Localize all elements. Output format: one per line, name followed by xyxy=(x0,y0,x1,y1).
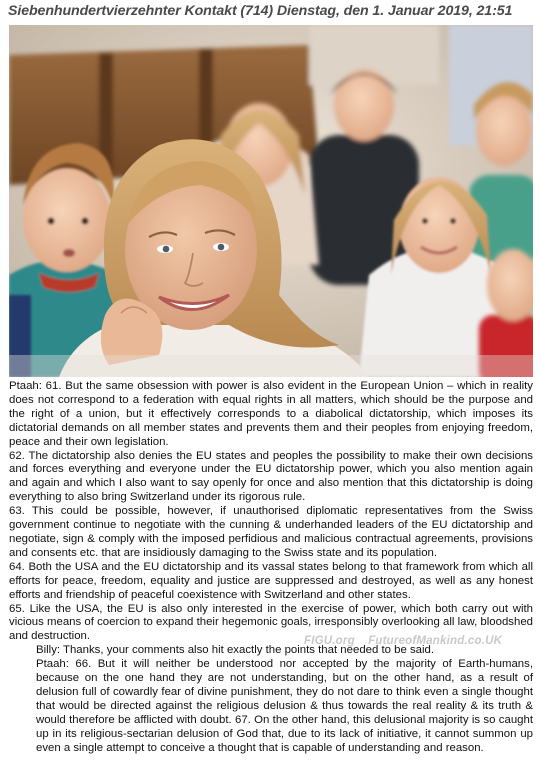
watermark xyxy=(304,635,502,647)
paragraph-billy: Billy: Thanks, your comments also hit exactly the points that needed to be said. xyxy=(36,644,435,657)
watermark-figu: FIGU.org xyxy=(304,635,355,647)
paragraph-62: 62. The dictatorship also denies the EU states and peoples the possibility to make their own decisions and forces everything and everyone under the EU dictatorship power, which you also mention again and again and which I also want to say openly for once and also mention that this dictatorship is doing everything to also bring Switzerland under its rigorous rule. xyxy=(9,449,533,504)
paragraph-61: Ptaah: 61. But the same obsession with power is also evident in the European Union – which in reality does not correspond to a federation with equal rights in all matters, which should be the purpose and the right of a union, but it effectively corresponds to a diabolical dictatorship, which imposes its dictatorial demands on all member states and prevents them and their peoples from enjoying freedom, peace and their own legislation. xyxy=(9,380,533,448)
paragraph-65: 65. Like the USA, the EU is also only interested in the exercise of power, which both carry out with vicious means of coercion to expand their hegemonic goals, irresponsibly overlooking all law, bloodshed and destruction. xyxy=(9,602,533,643)
paragraph-63: 63. This could be possible, however, if unauthorised diplomatic representatives from the Swiss government continue to negotiate with the cunning & underhanded leaders of the EU dictatorship and negotiate, sign & comply with the imposed perfidious and malicious contractual agreements, provisions and consents etc. that are insidiously damaging to the Swiss state and its population. xyxy=(9,505,533,559)
paragraph-64: 64. Both the USA and the EU dictatorship and its vassal states belong to that framework from which all efforts for peace, freedom, equality and justice are suppressed and destroyed, as well as any honest efforts and friendship of peaceful coexistence with Switzerland and other states. xyxy=(9,560,533,601)
watermark-fom: FutureofMankind.co.UK xyxy=(368,635,503,647)
paragraph-66-67: Ptaah: 66. But it will neither be understood nor accepted by the majority of Earth-humans, because on the one hand they are not understanding, but on the other hand, as a result of delusion full of cowardly fear of divine punishment, they do not dare to think even a single thought that would be directed against the religious delusion & thus towards the real reality & its truth & would therefore be afflicted with doubt. 67. On the other hand, this delusional majority is so caught up in its religious-sectarian delusion of God that, due to its lack of initiative, it cannot summon up even a single attempt to conceive a thought that is capable of understanding and reason. xyxy=(36,658,533,754)
transcript-text xyxy=(9,380,533,755)
page-title: Siebenhundertvierzehnter Kontakt (714) Dienstag, den 1. Januar 2019, 21:51 xyxy=(8,3,513,19)
group-photo xyxy=(9,25,533,377)
